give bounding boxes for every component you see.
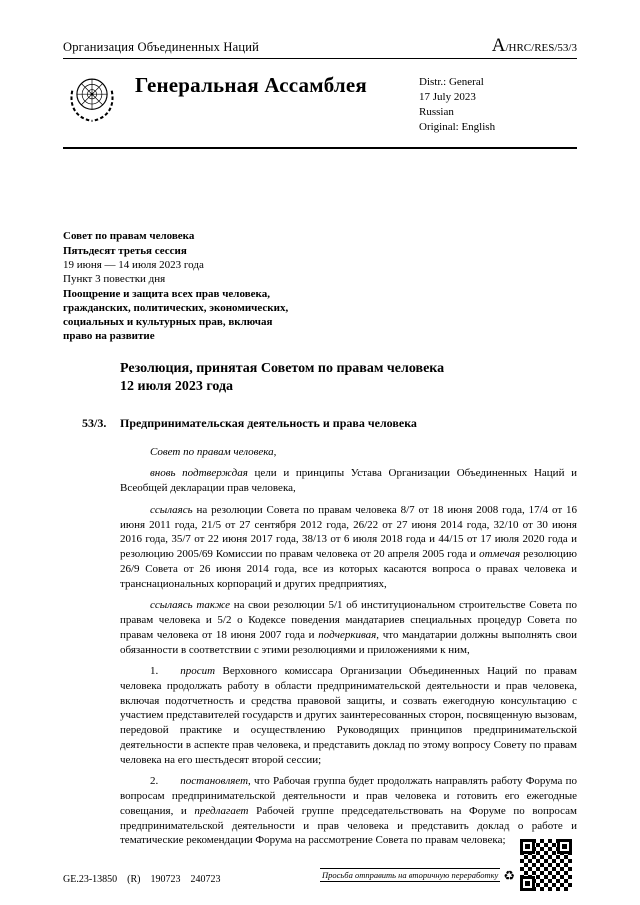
session-number: Пятьдесят третья сессия [63,244,187,257]
resolution-body [120,445,577,848]
resolution-heading [82,416,577,432]
qr-finder-icon [520,839,535,854]
qr-code [520,839,572,891]
resolution-title-line1: Резолюция, принятая Советом по правам человека [120,360,445,376]
date-line: 17 July 2023 [419,90,476,103]
distr-line: Distr.: General [419,76,484,88]
recycle-note [320,868,515,884]
paragraph: Совет по правам человека, [150,445,277,458]
session-block [63,229,313,343]
language-line: Russian [419,105,454,118]
org-name: Организация Объединенных Наций [63,40,260,54]
paragraph: 2. постановляет, что Рабочая группа будет продолжать направлять работу Форума по вопросам предпринимательской деятельности и прав человека и готовить его ежегодные совещания, и предлагает Рабочей группе председательствовать на Форуме по вопросам предпринимательской деятельности и прав человека и представить доклад о работе и тематические рекомендации Форума на рассмотрение Совета по правам человека; [120,775,577,847]
paragraph: ссылаясь на резолюции Совета по правам человека 8/7 от 18 июня 2008 года, 17/4 от 16 июня 2011 года, 21/5 от 27 сентября 2012 года, 26/22 от 27 июня 2014 года, 32/10 от 30 июня 2016 года, 35/7 от 22 июня 2017 года, 38/13 от 6 июля 2018 года и 44/15 от 17 июля 2020 года и резолюцию 2005/69 Комиссии по правам человека от 20 апреля 2005 года и отмечая резолюцию 26/9 Совета от 26 июня 2014 года, все из которых касаются вопроса о правах человека и транснациональных корпораций и других предприятиях, [120,503,577,590]
agenda-title: Поощрение и защита всех прав человека, гражданских, политических, экономических, социальных и культурных прав, включая право на развитие [63,287,289,343]
resolution-subject: Предпринимательская деятельность и права человека [120,416,417,431]
resolution-number: 53/3. [82,416,107,431]
ge-code: GE.23-13850 (R) 190723 240723 [63,874,221,885]
paragraph: 1. просит Верховного комиссара Организации Объединенных Наций по правам человека продолжать работу в области предпринимательской деятельности и прав человека, включая подотчетность и средства правовой защиты, и созвать ежегодную консультацию с участием представителей государств и других заинтересованных сторон, посвященную вызовам, передовой практике и осуществлению Руководящих принципов предпринимательской деятельности в аспекте прав человека, и представить доклад по этому вопросу Совету по правам человека на его шестьдесят второй сессии; [120,665,577,766]
symbol-letter: A [491,35,506,56]
original-line: Original: English [419,120,496,133]
document-symbol [492,36,577,55]
assembly-title: Генеральная Ассамблея [135,73,367,97]
distribution-block [419,75,577,134]
resolution-title [120,360,577,396]
un-emblem-icon [63,71,121,129]
document-header [63,36,577,59]
agenda-item: Пункт 3 повестки дня [63,273,166,286]
qr-finder-icon [520,876,535,891]
masthead [63,68,577,149]
paragraph: вновь подтверждая цели и принципы Устава Организации Объединенных Наций и Всеобщей декларации прав человека, [120,467,578,495]
paragraph: ссылаясь также на свои резолюции 5/1 об институциональном строительстве Совета по правам человека и 5/2 о Кодексе поведения мандатариев специальных процедур Совета по правам человека от 18 июня 2007 года и подчеркивая, что мандатарии должны выполнять свои обязанности в соответствии с этими резолюциями и приложениями к ним, [120,599,578,656]
symbol-rest: /HRC/RES/53/3 [505,42,577,54]
qr-finder-icon [557,839,572,854]
resolution-title-line2: 12 июля 2023 года [120,378,234,394]
recycle-icon: ♻ [503,868,515,883]
council-name: Совет по правам человека [63,230,195,243]
session-dates: 19 июня — 14 июля 2023 года [63,258,204,271]
recycle-text: Просьба отправить на вторичную переработку [322,870,499,880]
